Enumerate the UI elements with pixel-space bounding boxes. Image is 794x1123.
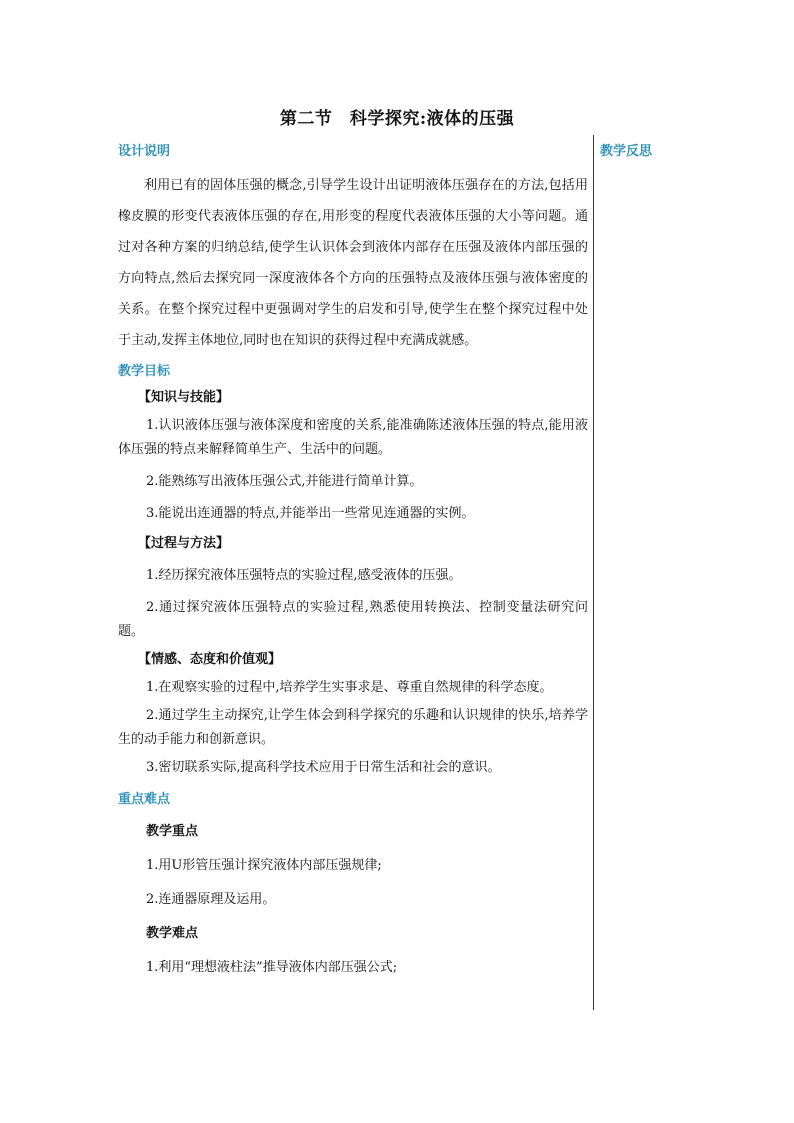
- objectives-heading: 教学目标: [118, 364, 171, 379]
- emotion-subheading: 【情感、态度和价值观】: [138, 652, 282, 667]
- column-divider: [593, 135, 594, 1010]
- emotion-item-3: 3.密切联系实际,提高科学技术应用于日常生活和社会的意识。: [146, 760, 501, 775]
- key-focus-item-1: 1.用U形管压强计探究液体内部压强规律;: [146, 858, 382, 873]
- page-title: 第二节 科学探究:液体的压强: [279, 109, 515, 129]
- process-item-2: 2.通过探究液体压强特点的实验过程,熟悉使用转换法、控制变量法研究问题。: [118, 600, 588, 639]
- design-paragraph: 利用已有的固体压强的概念,引导学生设计出证明液体压强存在的方法,包括用橡皮膜的形变代表液体压强的存在,用形变的程度代表液体压强的大小等问题。通过对各种方案的归纳总结,使学生认识体会到液体内部存在压强及液体内部压强的方向特点,然后去探究同一深度液体各个方向的压强特点及液体压强与液体密度的关系。在整个探究过程中更强调对学生的启发和引导,使学生在整个探究过程中处于主动,发挥主体地位,同时也在知识的获得过程中充满成就感。: [118, 178, 588, 348]
- knowledge-subheading: 【知识与技能】: [138, 390, 230, 405]
- knowledge-item-1: 1.认识液体压强与液体深度和密度的关系,能准确陈述液体压强的特点,能用液体压强的特点来解释简单生产、生活中的问题。: [118, 418, 588, 457]
- difficulty-item-1: 1.利用“理想液柱法”推导液体内部压强公式;: [146, 960, 398, 975]
- key-points-heading: 重点难点: [118, 792, 171, 807]
- emotion-item-2: 2.通过学生主动探究,让学生体会到科学探究的乐趣和认识规律的快乐,培养学生的动手能力和创新意识。: [118, 708, 588, 747]
- emotion-item-1: 1.在观察实验的过程中,培养学生实事求是、尊重自然规律的科学态度。: [146, 680, 553, 695]
- process-subheading: 【过程与方法】: [138, 536, 230, 551]
- key-focus-heading: 教学重点: [146, 824, 199, 839]
- design-heading: 设计说明: [118, 144, 171, 159]
- process-item-1: 1.经历探究液体压强特点的实验过程,感受液体的压强。: [146, 568, 462, 583]
- knowledge-item-3: 3.能说出连通器的特点,并能举出一些常见连通器的实例。: [146, 506, 475, 521]
- lesson-plan-column: [118, 142, 588, 980]
- key-focus-item-2: 2.连通器原理及运用。: [146, 892, 276, 907]
- difficulty-heading: 教学难点: [146, 926, 199, 941]
- reflection-heading: 教学反思: [600, 144, 653, 159]
- knowledge-item-2: 2.能熟练写出液体压强公式,并能进行简单计算。: [146, 474, 423, 489]
- reflection-column: [600, 142, 720, 162]
